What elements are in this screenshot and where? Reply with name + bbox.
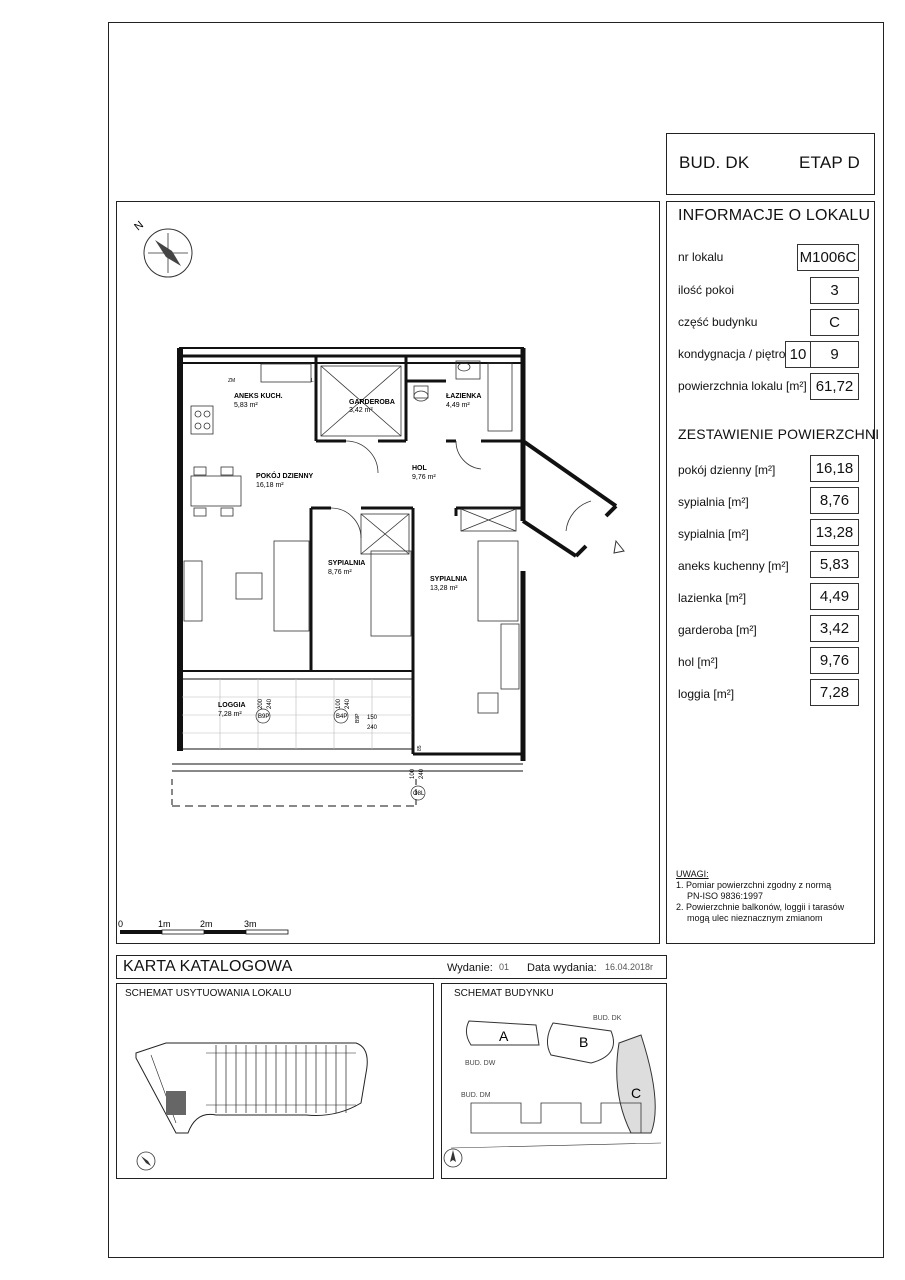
floor-value: 9 — [810, 341, 859, 368]
notes — [676, 869, 844, 924]
room-living-area: 16,18 m² — [256, 482, 284, 489]
area-label-bedroom-2: sypialnia [m²] — [678, 527, 749, 541]
room-wardrobe-area: 3,42 m² — [349, 407, 373, 414]
location-scheme-title: SCHEMAT USYTUOWANIA LOKALU — [125, 988, 292, 999]
edition-label: Wydanie: — [447, 962, 493, 974]
info-label-part: część budynku — [678, 315, 758, 329]
floor-plan — [116, 201, 660, 944]
room-labels — [218, 378, 481, 718]
entrance-arrow-icon — [614, 541, 624, 553]
bud-dm-label: BUD. DM — [461, 1092, 491, 1099]
areas-title: ZESTAWIENIE POWIERZCHNI — [678, 426, 880, 442]
unit-number-value: M1006C — [797, 244, 859, 271]
building-b-label: B — [579, 1034, 589, 1050]
scale-label: 1m — [158, 919, 171, 929]
scale-label: 2m — [200, 919, 213, 929]
info-panel-content — [666, 201, 880, 944]
stage-code: ETAP D — [799, 153, 861, 172]
unit-highlight — [166, 1091, 186, 1115]
north-arrow-icon — [132, 219, 192, 277]
room-bathroom-area: 4,49 m² — [446, 402, 470, 409]
bud-dk-label: BUD. DK — [593, 1015, 622, 1022]
scale-label: 3m — [244, 919, 257, 929]
area-value-bathroom: 4,49 — [810, 583, 859, 610]
building-c-label: C — [631, 1085, 642, 1101]
level-value: 10 — [785, 341, 811, 368]
area-label-wardrobe: garderoba [m²] — [678, 623, 757, 637]
area-value-hall: 9,76 — [810, 647, 859, 674]
scale-label: 0 — [118, 919, 124, 929]
north-arrow-icon — [444, 1149, 462, 1167]
dim-value: 100 — [336, 698, 342, 709]
area-label-kitchen: aneks kuchenny [m²] — [678, 559, 789, 573]
dim-value: 240 — [367, 725, 378, 731]
note-line: mogą ulec nieznacznym zmianom — [687, 913, 823, 923]
area-value-bedroom-1: 8,76 — [810, 487, 859, 514]
area-label-living: pokój dzienny [m²] — [678, 463, 776, 477]
room-bathroom-name: ŁAZIENKA — [446, 393, 482, 400]
room-loggia-area: 7,28 m² — [218, 711, 242, 718]
north-arrow-icon — [137, 1152, 155, 1170]
building-part-value: C — [810, 309, 859, 336]
room-loggia-name: LOGGIA — [218, 702, 246, 709]
room-bedroom-1-name: SYPIALNIA — [328, 560, 366, 567]
dim-value: 200 — [258, 698, 264, 709]
room-bedroom-2-name: SYPIALNIA — [430, 576, 468, 583]
info-label-area: powierzchnia lokalu [m²] — [678, 379, 807, 393]
dim-value: 240 — [345, 698, 351, 709]
edition-value: 01 — [499, 962, 510, 972]
room-bedroom-1-area: 8,76 m² — [328, 569, 352, 576]
tag-b4p: B4P — [336, 714, 348, 720]
room-kitchen-name: ANEKS KUCH. — [234, 393, 283, 400]
dim-value: 240 — [419, 768, 425, 779]
area-label-bathroom: lazienka [m²] — [678, 591, 747, 605]
room-bedroom-2-area: 13,28 m² — [430, 585, 458, 592]
room-count-value: 3 — [810, 277, 859, 304]
info-label-rooms: ilość pokoi — [678, 283, 735, 297]
svg-text:N: N — [132, 218, 147, 234]
dim-value: 85 — [417, 745, 423, 751]
notes-title: UWAGI: — [676, 869, 709, 879]
tag-l: L — [311, 378, 314, 384]
date-label: Data wydania: — [527, 962, 597, 974]
area-label-hall: hol [m²] — [678, 655, 719, 669]
building-scheme-title: SCHEMAT BUDYNKU — [454, 988, 554, 999]
dim-value: 100 — [410, 768, 416, 779]
room-kitchen-area: 5,83 m² — [234, 402, 258, 409]
room-hall-area: 9,76 m² — [412, 474, 436, 481]
building-code: BUD. DK — [679, 153, 750, 172]
catalog-title: KARTA KATALOGOWA — [123, 958, 293, 975]
catalog-header — [116, 955, 667, 979]
tag-zm: ZM — [228, 378, 236, 384]
note-line: 2. Powierzchnie balkonów, loggii i tarasów — [676, 902, 845, 912]
unit-area-value: 61,72 — [810, 373, 859, 400]
location-scheme — [116, 983, 434, 1179]
dim-value: 150 — [367, 715, 378, 721]
info-title: INFORMACJE O LOKALU — [678, 207, 871, 224]
room-hall-name: HOL — [412, 465, 427, 472]
tag-b9p-1: B9P — [258, 714, 270, 720]
area-value-loggia: 7,28 — [810, 679, 859, 706]
area-label-bedroom-1: sypialnia [m²] — [678, 495, 749, 509]
info-label-unit: nr lokalu — [678, 250, 724, 264]
area-value-wardrobe: 3,42 — [810, 615, 859, 642]
info-label-floor: kondygnacja / piętro — [678, 347, 786, 361]
building-header — [666, 133, 875, 195]
bud-dw-label: BUD. DW — [465, 1060, 496, 1067]
note-line: 1. Pomiar powierzchni zgodny z normą — [676, 880, 832, 890]
date-value: 16.04.2018r — [605, 962, 654, 972]
room-wardrobe-name: GARDEROBA — [349, 399, 395, 406]
building-scheme — [441, 983, 667, 1179]
area-value-kitchen: 5,83 — [810, 551, 859, 578]
dim-value: 240 — [267, 698, 273, 709]
room-living-name: POKÓJ DZIENNY — [256, 473, 314, 480]
scale-bar — [118, 919, 288, 934]
area-value-bedroom-2: 13,28 — [810, 519, 859, 546]
building-a-label: A — [499, 1028, 509, 1044]
tag-b9p-2: B9P — [355, 713, 361, 723]
tag-o8l: O8L — [413, 791, 425, 797]
area-label-loggia: loggia [m²] — [678, 687, 735, 701]
area-value-living: 16,18 — [810, 455, 859, 482]
note-line: PN-ISO 9836:1997 — [687, 891, 764, 901]
